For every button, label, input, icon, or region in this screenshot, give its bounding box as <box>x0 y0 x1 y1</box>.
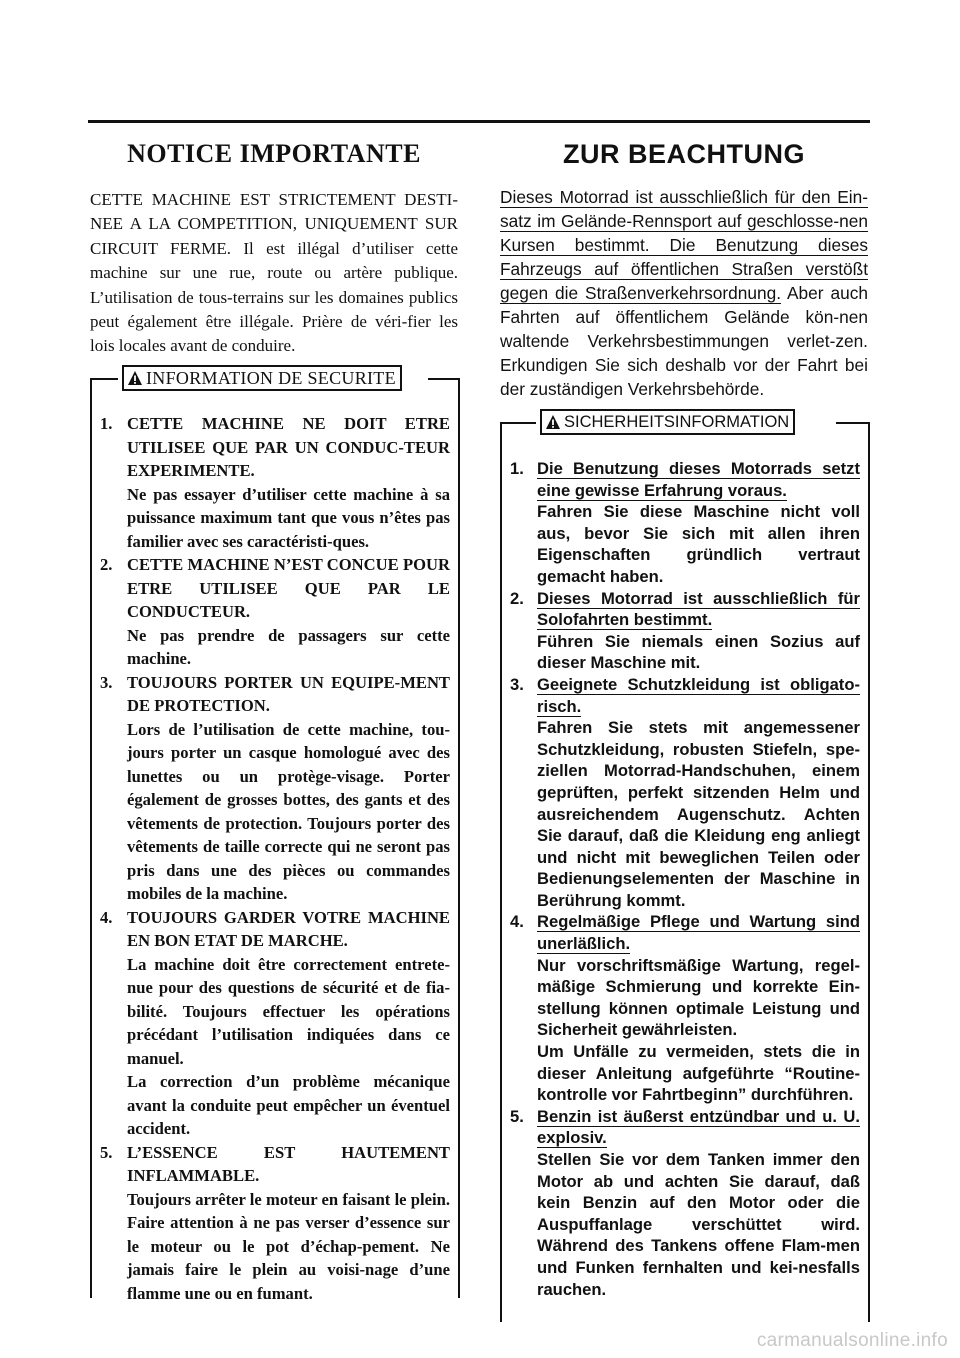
item-body: Ne pas prendre de passagers sur cette machine. <box>127 625 450 668</box>
item-heading: CETTE MACHINE NE DOIT ETRE UTILISEE QUE PAR UN CONDUC-TEUR EXPERIMENTE. <box>127 414 450 480</box>
item-body: Führen Sie niemals einen Sozius auf dieser Maschine mit. <box>537 631 860 673</box>
item-heading: CETTE MACHINE N’EST CONCUE POUR ETRE UTILISEE QUE PAR LE CONDUCTEUR. <box>127 555 450 621</box>
item-heading: TOUJOURS GARDER VOTRE MACHINE EN BON ETAT DE MARCHE. <box>127 907 450 950</box>
item-body: Nur vorschriftsmäßige Wartung, regel-mäßige Schmierung und korrekte Ein-stellung können optimale Leistung und Sicherheit gewährleisten. <box>537 955 860 1040</box>
item-body: Toujours arrêter le moteur en faisant le plein. Faire attention à ne pas verser d’essence sur le moteur ou le pot d’échap-pement. Ne jamais faire le plein au voisi-nage d’une flamme une ou en fumant. <box>127 1189 450 1303</box>
top-rule <box>88 120 870 123</box>
item-body: Fahren Sie stets mit angemessener Schutzkleidung, robusten Stiefeln, spe-ziellen Motorrad-Handschuhen, einem geprüften, perfekt sitzenden Helm und ausreichendem Augenschutz. Achten Sie darauf, daß die Kleidung eng anliegt und nicht mit beweglichen Teilen oder Bedienungselementen der Maschine in Berührung kommt. <box>537 718 860 910</box>
item-body-extra: La correction d’un problème mécanique avant la conduite peut empêcher un éventuel accident. <box>127 1072 450 1138</box>
french-column <box>90 124 458 359</box>
list-item <box>510 458 860 588</box>
item-heading: Dieses Motorrad ist ausschließlich für Solofahrten bestimmt. <box>537 588 860 630</box>
item-heading: TOUJOURS PORTER UN EQUIPE-MENT DE PROTECTION. <box>127 672 450 715</box>
item-number: 5. <box>510 1106 524 1126</box>
warning-icon <box>127 370 143 386</box>
item-number: 5. <box>100 1142 113 1162</box>
list-item <box>100 553 450 671</box>
item-heading: Geeignete Schutzkleidung ist obligato-risch. <box>537 674 860 716</box>
list-item <box>100 412 450 553</box>
item-body: Fahren Sie diese Maschine nicht voll aus, bevor Sie sich mit allen ihren Eigenschaften gründlich vertraut gemacht haben. <box>537 502 860 586</box>
german-title: ZUR BEACHTUNG <box>563 139 805 169</box>
german-intro-underlined: Dieses Motorrad ist ausschließlich für den Ein-satz im Gelände-Rennsport auf geschlosse-nen Kursen bestimmt. Die Benutzung dieses Fahrzeugs auf öffentlichen Straßen verstößt gegen die Straßenverkehrsordnung. <box>500 187 868 303</box>
list-item <box>100 906 450 1141</box>
list-item <box>510 1106 860 1300</box>
item-body: Lors de l’utilisation de cette machine, tou-jours porter un casque homologué avec des lunettes ou un protège-visage. Porter également de grosses bottes, des gants et des vêtements de protection. Toujours porter des vêtements de taille correcte qui ne seront pas pris dans une des pièces ou commandes mobiles de la machine. <box>127 719 450 903</box>
item-heading: Regelmäßige Pflege und Wartung sind unerläßlich. <box>537 912 860 954</box>
item-number: 1. <box>100 414 113 433</box>
french-title: NOTICE IMPORTANTE <box>127 139 421 168</box>
item-body: Stellen Sie vor dem Tanken immer den Motor ab und achten Sie darauf, daß kein Benzin auf den Motor oder die Auspuffanlage verschüttet wird. Während des Tankens offene Flam-men und Funken fernhalten und kei-nesfalls rauchen. <box>537 1150 860 1299</box>
french-safety-title: INFORMATION DE SECURITE <box>146 367 396 388</box>
list-item <box>510 911 860 1105</box>
item-number: 2. <box>100 555 113 574</box>
german-safety-box <box>500 412 870 1322</box>
french-intro: CETTE MACHINE EST STRICTEMENT DESTI-NEE A LA COMPETITION, UNIQUEMENT SUR CIRCUIT FERME. Il est illégal d’utiliser cette machine sur une rue, route ou artère publique. L’utilisation de tous-terrains sur les domaines publics peut également être illégale. Prière de véri-fier les lois locales avant de conduire. <box>90 190 458 356</box>
list-item <box>100 671 450 906</box>
item-body: Ne pas essayer d’utiliser cette machine à sa puissance maximum tant que vous n’êtes pas familier avec ses caractéristi-ques. <box>127 484 450 551</box>
item-body-extra: Um Unfälle zu vermeiden, stets die in dieser Anleitung aufgeführte “Routine-kontrolle vor Fahrtbeginn” durchführen. <box>537 1042 860 1105</box>
german-column <box>500 124 868 401</box>
warning-icon <box>545 414 561 430</box>
german-safety-title: SICHERHEITSINFORMATION <box>564 412 790 431</box>
item-number: 4. <box>510 912 524 932</box>
list-item <box>510 674 860 912</box>
item-heading: Benzin ist äußerst entzündbar und u. U. explosiv. <box>537 1106 860 1148</box>
german-safety-badge <box>536 409 799 435</box>
item-heading: L’ESSENCE EST HAUTEMENT INFLAMMABLE. <box>127 1142 450 1185</box>
item-heading: Die Benutzung dieses Motorrads setzt eine gewisse Erfahrung voraus. <box>537 459 860 500</box>
item-number: 3. <box>510 674 524 694</box>
french-safety-badge <box>118 365 406 391</box>
german-intro <box>500 185 868 401</box>
german-intro-rest: Aber auch Fahrten auf öffentlichem Gelände kön-nen waltende Verkehrsbestimmungen verlet-zen. Erkundigen Sie sich deshalb vor der Fahrt bei der zuständigen Verkehrsbehörde. <box>500 283 868 399</box>
watermark-footer: carmanualsonline.info <box>756 1330 948 1351</box>
item-number: 1. <box>510 459 524 478</box>
item-body: La machine doit être correctement entrete-nue pour des questions de sécurité et de fia-bilité. Toujours effectuer les opérations précédant l’utilisation indiquées dans ce manuel. <box>127 954 450 1068</box>
list-item <box>100 1141 450 1306</box>
item-number: 4. <box>100 907 113 927</box>
item-number: 3. <box>100 672 113 692</box>
french-safety-box <box>90 367 460 1303</box>
item-number: 2. <box>510 588 524 608</box>
list-item <box>510 588 860 674</box>
